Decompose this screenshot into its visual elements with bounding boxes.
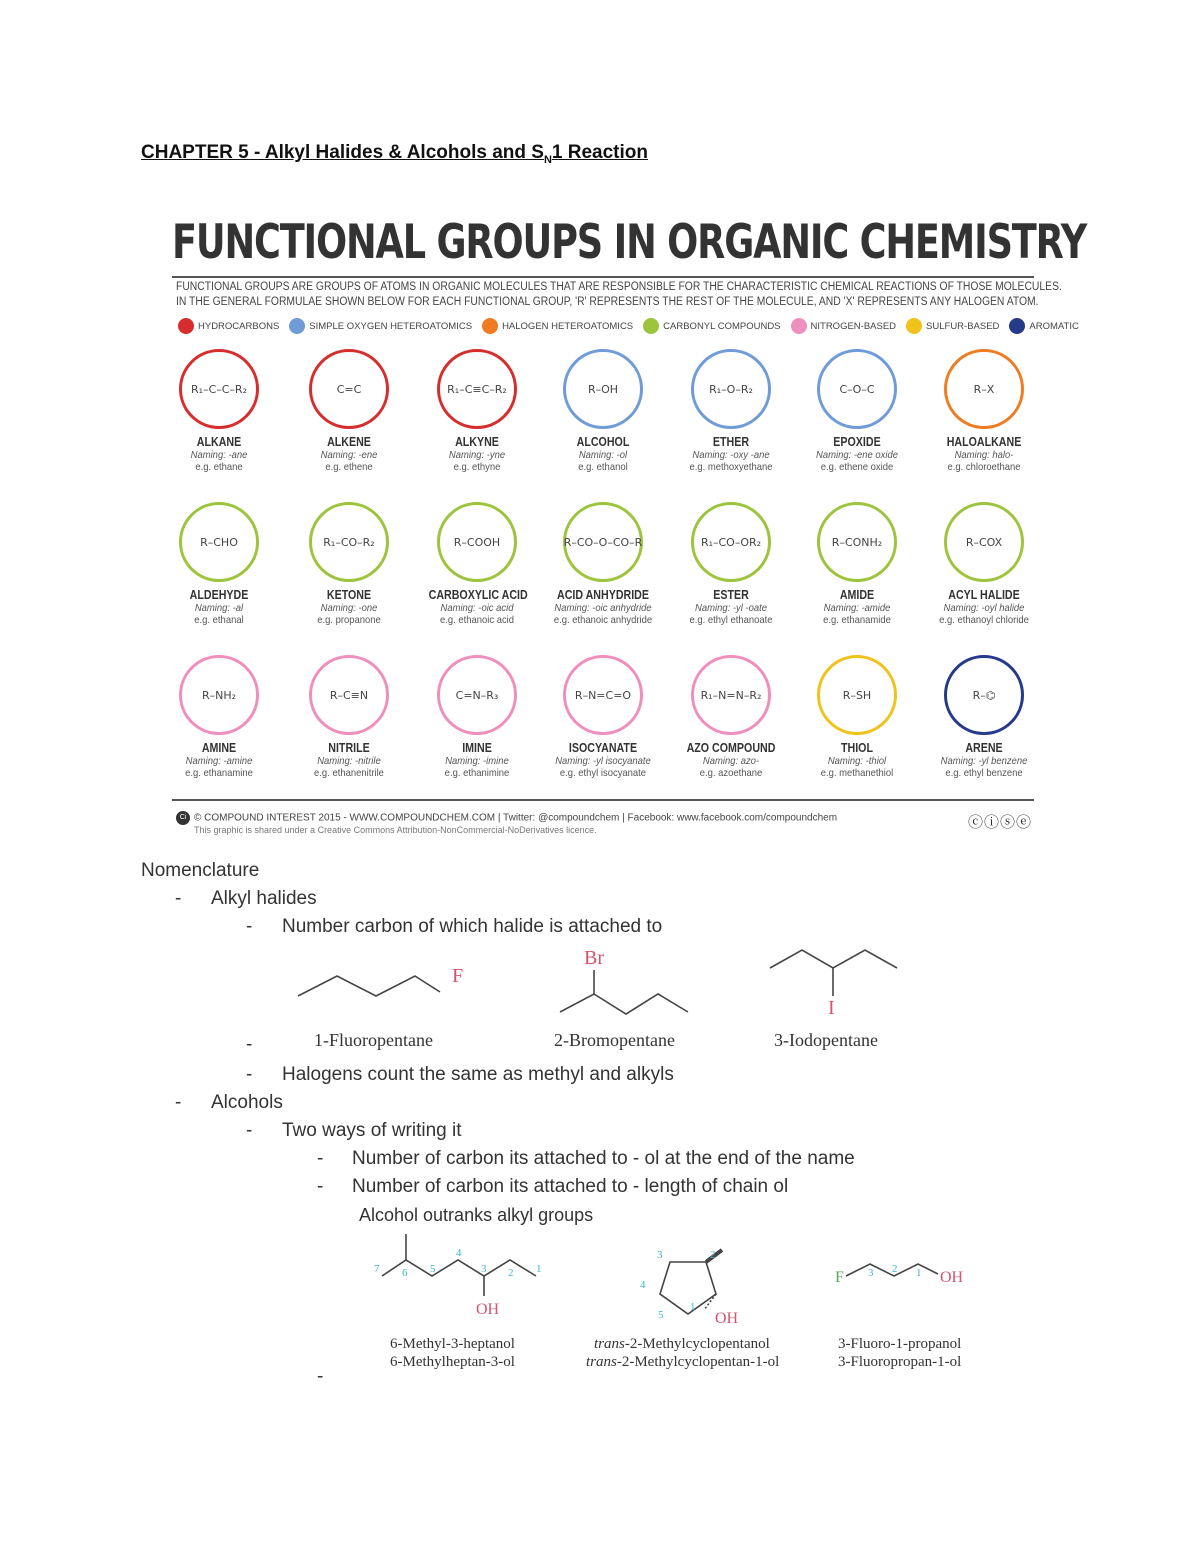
group-isocyanate [544, 655, 662, 779]
group-name: ETHER [712, 434, 750, 449]
group-naming: Naming: -yl isocyanate [555, 755, 651, 767]
structure-ring-icon [309, 349, 389, 429]
group-name: ALCOHOL [576, 434, 630, 449]
group-imine [418, 655, 536, 779]
ci-logo-icon: Ci [176, 811, 190, 825]
legend-item [791, 318, 897, 334]
footer-rule [172, 799, 1034, 801]
legend-label: NITROGEN-BASED [810, 320, 897, 332]
locant-3: 3 [481, 1263, 487, 1275]
group-example: e.g. ethane [195, 461, 243, 473]
group-acyl-halide [925, 502, 1043, 626]
halide-name-2: 2-Bromopentane [554, 1030, 675, 1050]
footer-licence: This graphic is shared under a Creative Commons Attribution-NonCommercial-NoDerivatives licence. [194, 825, 597, 835]
structure-formula: R–N=C=O [574, 688, 632, 702]
infographic-desc-2: IN THE GENERAL FORMULAE SHOWN BELOW FOR EACH FUNCTIONAL GROUP, 'R' REPRESENTS THE REST OF THE MOLECULE, AND 'X' REPRESENTS ANY HALOGEN ATOM. [176, 296, 1039, 308]
legend-label: CARBONYL COMPOUNDS [663, 320, 781, 332]
way-2-item: Number of carbon its attached to - length of chain ol [352, 1176, 789, 1197]
structure-ring-icon [817, 655, 897, 735]
structure-formula: R–NH₂ [201, 688, 237, 702]
structure-formula: R–COOH [453, 535, 501, 549]
ring-locant-4: 4 [640, 1279, 646, 1291]
alcohol-name-1a: 6-Methyl-3-heptanol [390, 1336, 515, 1352]
group-example: e.g. chloroethane [947, 461, 1021, 473]
group-nitrile [290, 655, 408, 779]
structure-ring-icon [179, 349, 259, 429]
alcohols-item: Alcohols [211, 1092, 283, 1113]
structure-ring-icon [179, 502, 259, 582]
group-example: e.g. azoethane [699, 767, 763, 779]
structure-ring-icon [437, 655, 517, 735]
group-example: e.g. methoxyethane [689, 461, 773, 473]
legend-item [289, 318, 472, 334]
group-example: e.g. ethyl ethanoate [689, 614, 773, 626]
group-alkene [290, 349, 408, 473]
structure-ring-icon [817, 349, 897, 429]
group-arene [925, 655, 1043, 779]
group-naming: Naming: -ene oxide [816, 449, 898, 461]
locant-1: 1 [536, 1263, 542, 1275]
group-name: ESTER [713, 587, 749, 602]
group-example: e.g. ethyl benzene [945, 767, 1023, 779]
structure-formula: R–SH [842, 688, 872, 702]
bullet-dash: - [317, 1148, 324, 1169]
legend-dot-icon [643, 318, 659, 334]
group-naming: Naming: -thiol [827, 755, 887, 767]
structure-formula: R–⌬ [972, 688, 996, 702]
structure-formula: C=N–R₃ [455, 688, 499, 702]
propanol-locant-3: 3 [868, 1267, 874, 1279]
group-epoxide [798, 349, 916, 473]
structure-ring-icon [691, 502, 771, 582]
group-naming: Naming: -nitrile [317, 755, 381, 767]
group-alkyne [418, 349, 536, 473]
group-amine [160, 655, 278, 779]
ring-locant-1: 1 [690, 1301, 696, 1313]
structure-ring-icon [691, 349, 771, 429]
legend-dot-icon [1009, 318, 1025, 334]
group-name: ALKYNE [455, 434, 499, 449]
group-name: IMINE [462, 740, 492, 755]
group-example: e.g. ethanamine [185, 767, 253, 779]
legend-label: SIMPLE OXYGEN HETEROATOMICS [309, 320, 473, 332]
group-naming: Naming: -yl -oate [695, 602, 767, 614]
group-haloalkane [925, 349, 1043, 473]
structure-ring-icon [817, 502, 897, 582]
group-naming: Naming: -oic anhydride [554, 602, 652, 614]
group-ether [672, 349, 790, 473]
structure-ring-icon [944, 349, 1024, 429]
page-title: CHAPTER 5 - Alkyl Halides & Alcohols and $S_N1$ Reaction [141, 142, 648, 166]
legend-label: SULFUR-BASED [926, 320, 1000, 332]
ring-locant-3: 3 [657, 1249, 663, 1261]
group-azo-compound [672, 655, 790, 779]
nomenclature-heading: Nomenclature [141, 860, 260, 881]
legend-dot-icon [791, 318, 807, 334]
propanol-locant-2: 2 [892, 1263, 898, 1275]
structure-ring-icon [563, 349, 643, 429]
structure-ring-icon [691, 655, 771, 735]
two-ways-item: Two ways of writing it [282, 1120, 462, 1141]
group-naming: Naming: -oxy -ane [692, 449, 770, 461]
group-name: KETONE [326, 587, 372, 602]
group-thiol [798, 655, 916, 779]
way-1-item: Number of carbon its attached to - ol at the end of the name [352, 1148, 855, 1169]
group-name: ALKANE [196, 434, 242, 449]
alcohol-name-2b: trans-2-Methylcyclopentan-1-ol [586, 1354, 780, 1370]
group-example: e.g. ethanoic acid [439, 614, 515, 626]
legend-label: HALOGEN HETEROATOMICS [502, 320, 634, 332]
bromine-label: Br [584, 947, 604, 969]
legend [178, 318, 1083, 334]
structure-formula: R₁–C≡C–R₂ [447, 382, 507, 396]
legend-item [482, 318, 633, 334]
group-name: NITRILE [328, 740, 370, 755]
group-example: e.g. ethene oxide [820, 461, 894, 473]
fluoropentane-chain [298, 976, 440, 996]
locant-4: 4 [456, 1247, 462, 1259]
group-name: ACYL HALIDE [948, 587, 1020, 602]
group-name: CARBOXYLIC ACID [428, 587, 528, 602]
group-amide [798, 502, 916, 626]
group-name: HALOALKANE [946, 434, 1022, 449]
iodopentane-chain [770, 950, 897, 968]
outranks-note: Alcohol outranks alkyl groups [359, 1205, 594, 1225]
locant-6: 6 [402, 1267, 408, 1279]
locant-5: 5 [430, 1263, 436, 1275]
group-naming: Naming: -one [320, 602, 378, 614]
group-alkane [160, 349, 278, 473]
group-example: e.g. ethanimine [444, 767, 510, 779]
group-example: e.g. ethyl isocyanate [559, 767, 647, 779]
bullet-dash: - [175, 1092, 182, 1113]
fluorine-label: F [452, 965, 464, 987]
locant-7: 7 [374, 1263, 380, 1275]
group-naming: Naming: halo- [954, 449, 1014, 461]
group-naming: Naming: -al [194, 602, 244, 614]
title-rule [172, 276, 1034, 278]
structure-ring-icon [563, 502, 643, 582]
legend-dot-icon [178, 318, 194, 334]
infographic-title: FUNCTIONAL GROUPS IN ORGANIC CHEMISTRY [172, 215, 1087, 270]
structure-ring-icon [944, 655, 1024, 735]
group-naming: Naming: -amine [185, 755, 253, 767]
structure-ring-icon [309, 655, 389, 735]
group-name: ARENE [965, 740, 1003, 755]
alcohol-name-2a: trans-2-Methylcyclopentanol [594, 1336, 770, 1352]
halogens-count-item: Halogens count the same as methyl and alkyls [282, 1064, 674, 1085]
group-name: ALDEHYDE [189, 587, 249, 602]
group-name: ISOCYANATE [568, 740, 638, 755]
number-carbon-item: Number carbon of which halide is attached to [282, 916, 663, 937]
group-carboxylic-acid [418, 502, 536, 626]
alcohol-name-3a: 3-Fluoro-1-propanol [838, 1336, 962, 1352]
ring-locant-5: 5 [658, 1309, 664, 1321]
group-name: ACID ANHYDRIDE [556, 587, 649, 602]
infographic-footer [176, 811, 837, 836]
group-name: AMINE [201, 740, 237, 755]
infographic-desc-1: FUNCTIONAL GROUPS ARE GROUPS OF ATOMS IN ORGANIC MOLECULES THAT ARE RESPONSIBLE FOR THE CHARACTERISTIC CHEMICAL REACTIONS OF THOSE MOLECULES. [176, 281, 1062, 293]
group-naming: Naming: -amide [823, 602, 891, 614]
bromopentane-chain [560, 994, 688, 1014]
propanol-locant-1: 1 [916, 1267, 922, 1279]
group-naming: Naming: -ene [320, 449, 378, 461]
group-example: e.g. ethanol [578, 461, 628, 473]
group-example: e.g. ethanoic anhydride [553, 614, 653, 626]
legend-dot-icon [482, 318, 498, 334]
group-naming: Naming: azo- [702, 755, 760, 767]
structure-formula: R₁–CO–R₂ [323, 535, 375, 549]
legend-label: HYDROCARBONS [198, 320, 280, 332]
group-name: AZO COMPOUND [686, 740, 776, 755]
structure-formula: R–CONH₂ [831, 535, 883, 549]
structure-formula: R–CHO [200, 535, 238, 549]
locant-2: 2 [508, 1267, 514, 1279]
structure-formula: R–CO–O–CO–R [563, 535, 643, 549]
legend-item [643, 318, 780, 334]
group-aldehyde [160, 502, 278, 626]
group-example: e.g. ethanamide [823, 614, 891, 626]
structure-ring-icon [309, 502, 389, 582]
group-naming: Naming: -oyl halide [943, 602, 1025, 614]
legend-item [906, 318, 999, 334]
legend-label: AROMATIC [1029, 320, 1079, 332]
creative-commons-icon: ⓒⓘⓢⓔ [967, 814, 1032, 831]
structure-formula: C–O–C [839, 382, 875, 396]
legend-item [178, 318, 279, 334]
structure-formula: R–COX [965, 535, 1003, 549]
group-example: e.g. ethanal [194, 614, 244, 626]
iodine-label: I [828, 997, 835, 1019]
legend-dot-icon [906, 318, 922, 334]
group-acid-anhydride [544, 502, 662, 626]
legend-item [1009, 318, 1078, 334]
group-name: EPOXIDE [833, 434, 881, 449]
structure-formula: R₁–C–C–R₂ [191, 382, 247, 396]
group-ketone [290, 502, 408, 626]
bullet-dash: - [317, 1366, 324, 1387]
group-example: e.g. methanethiol [820, 767, 894, 779]
group-naming: Naming: -ol [578, 449, 628, 461]
group-naming: Naming: -oic acid [440, 602, 514, 614]
group-example: e.g. propanone [317, 614, 381, 626]
group-example: e.g. ethyne [453, 461, 501, 473]
legend-dot-icon [289, 318, 305, 334]
fluorine-label-2: F [835, 1269, 844, 1286]
alcohol-structures [360, 1228, 1000, 1328]
group-example: e.g. ethene [325, 461, 373, 473]
structure-ring-icon [437, 349, 517, 429]
structure-formula: R₁–O–R₂ [709, 382, 753, 396]
alkyl-halides-item: Alkyl halides [211, 888, 317, 909]
group-example: e.g. ethanoyl chloride [939, 614, 1029, 626]
group-naming: Naming: -yne [448, 449, 506, 461]
group-ester [672, 502, 790, 626]
structure-ring-icon [437, 502, 517, 582]
group-alcohol [544, 349, 662, 473]
bullet-dash: - [246, 1064, 253, 1085]
halide-name-1: 1-Fluoropentane [314, 1030, 433, 1050]
structure-formula: R–C≡N [329, 688, 369, 702]
structure-ring-icon [944, 502, 1024, 582]
group-naming: Naming: -ane [190, 449, 248, 461]
ring-locant-2: 2 [710, 1249, 716, 1261]
structure-ring-icon [179, 655, 259, 735]
footer-main: © COMPOUND INTEREST 2015 - WWW.COMPOUNDCHEM.COM | Twitter: @compoundchem | Facebook: www.facebook.com/compoundchem [194, 812, 838, 824]
group-naming: Naming: -yl benzene [940, 755, 1028, 767]
group-name: THIOL [841, 740, 873, 755]
group-naming: Naming: -imine [445, 755, 509, 767]
bullet-dash: - [246, 916, 253, 937]
bullet-dash: - [317, 1176, 324, 1197]
oh-label-1: OH [476, 1301, 500, 1318]
oh-label-2: OH [715, 1310, 739, 1327]
functional-groups-infographic [172, 215, 1087, 835]
bullet-dash: - [246, 1034, 253, 1055]
group-example: e.g. ethanenitrile [314, 767, 384, 779]
structure-formula: R₁–N=N–R₂ [700, 688, 762, 702]
bullet-dash: - [246, 1120, 253, 1141]
alcohol-name-1b: 6-Methylheptan-3-ol [390, 1354, 515, 1370]
group-name: AMIDE [839, 587, 875, 602]
structure-formula: R–OH [587, 382, 619, 396]
oh-label-3: OH [940, 1269, 964, 1286]
structure-formula: R–X [973, 382, 995, 396]
alcohol-name-3b: 3-Fluoropropan-1-ol [838, 1354, 962, 1370]
bullet-dash: - [175, 888, 182, 909]
group-name: ALKENE [327, 434, 371, 449]
halide-name-3: 3-Iodopentane [774, 1030, 878, 1050]
structure-formula: C=C [336, 382, 362, 396]
structure-ring-icon [563, 655, 643, 735]
structure-formula: R₁–CO–OR₂ [700, 535, 762, 549]
